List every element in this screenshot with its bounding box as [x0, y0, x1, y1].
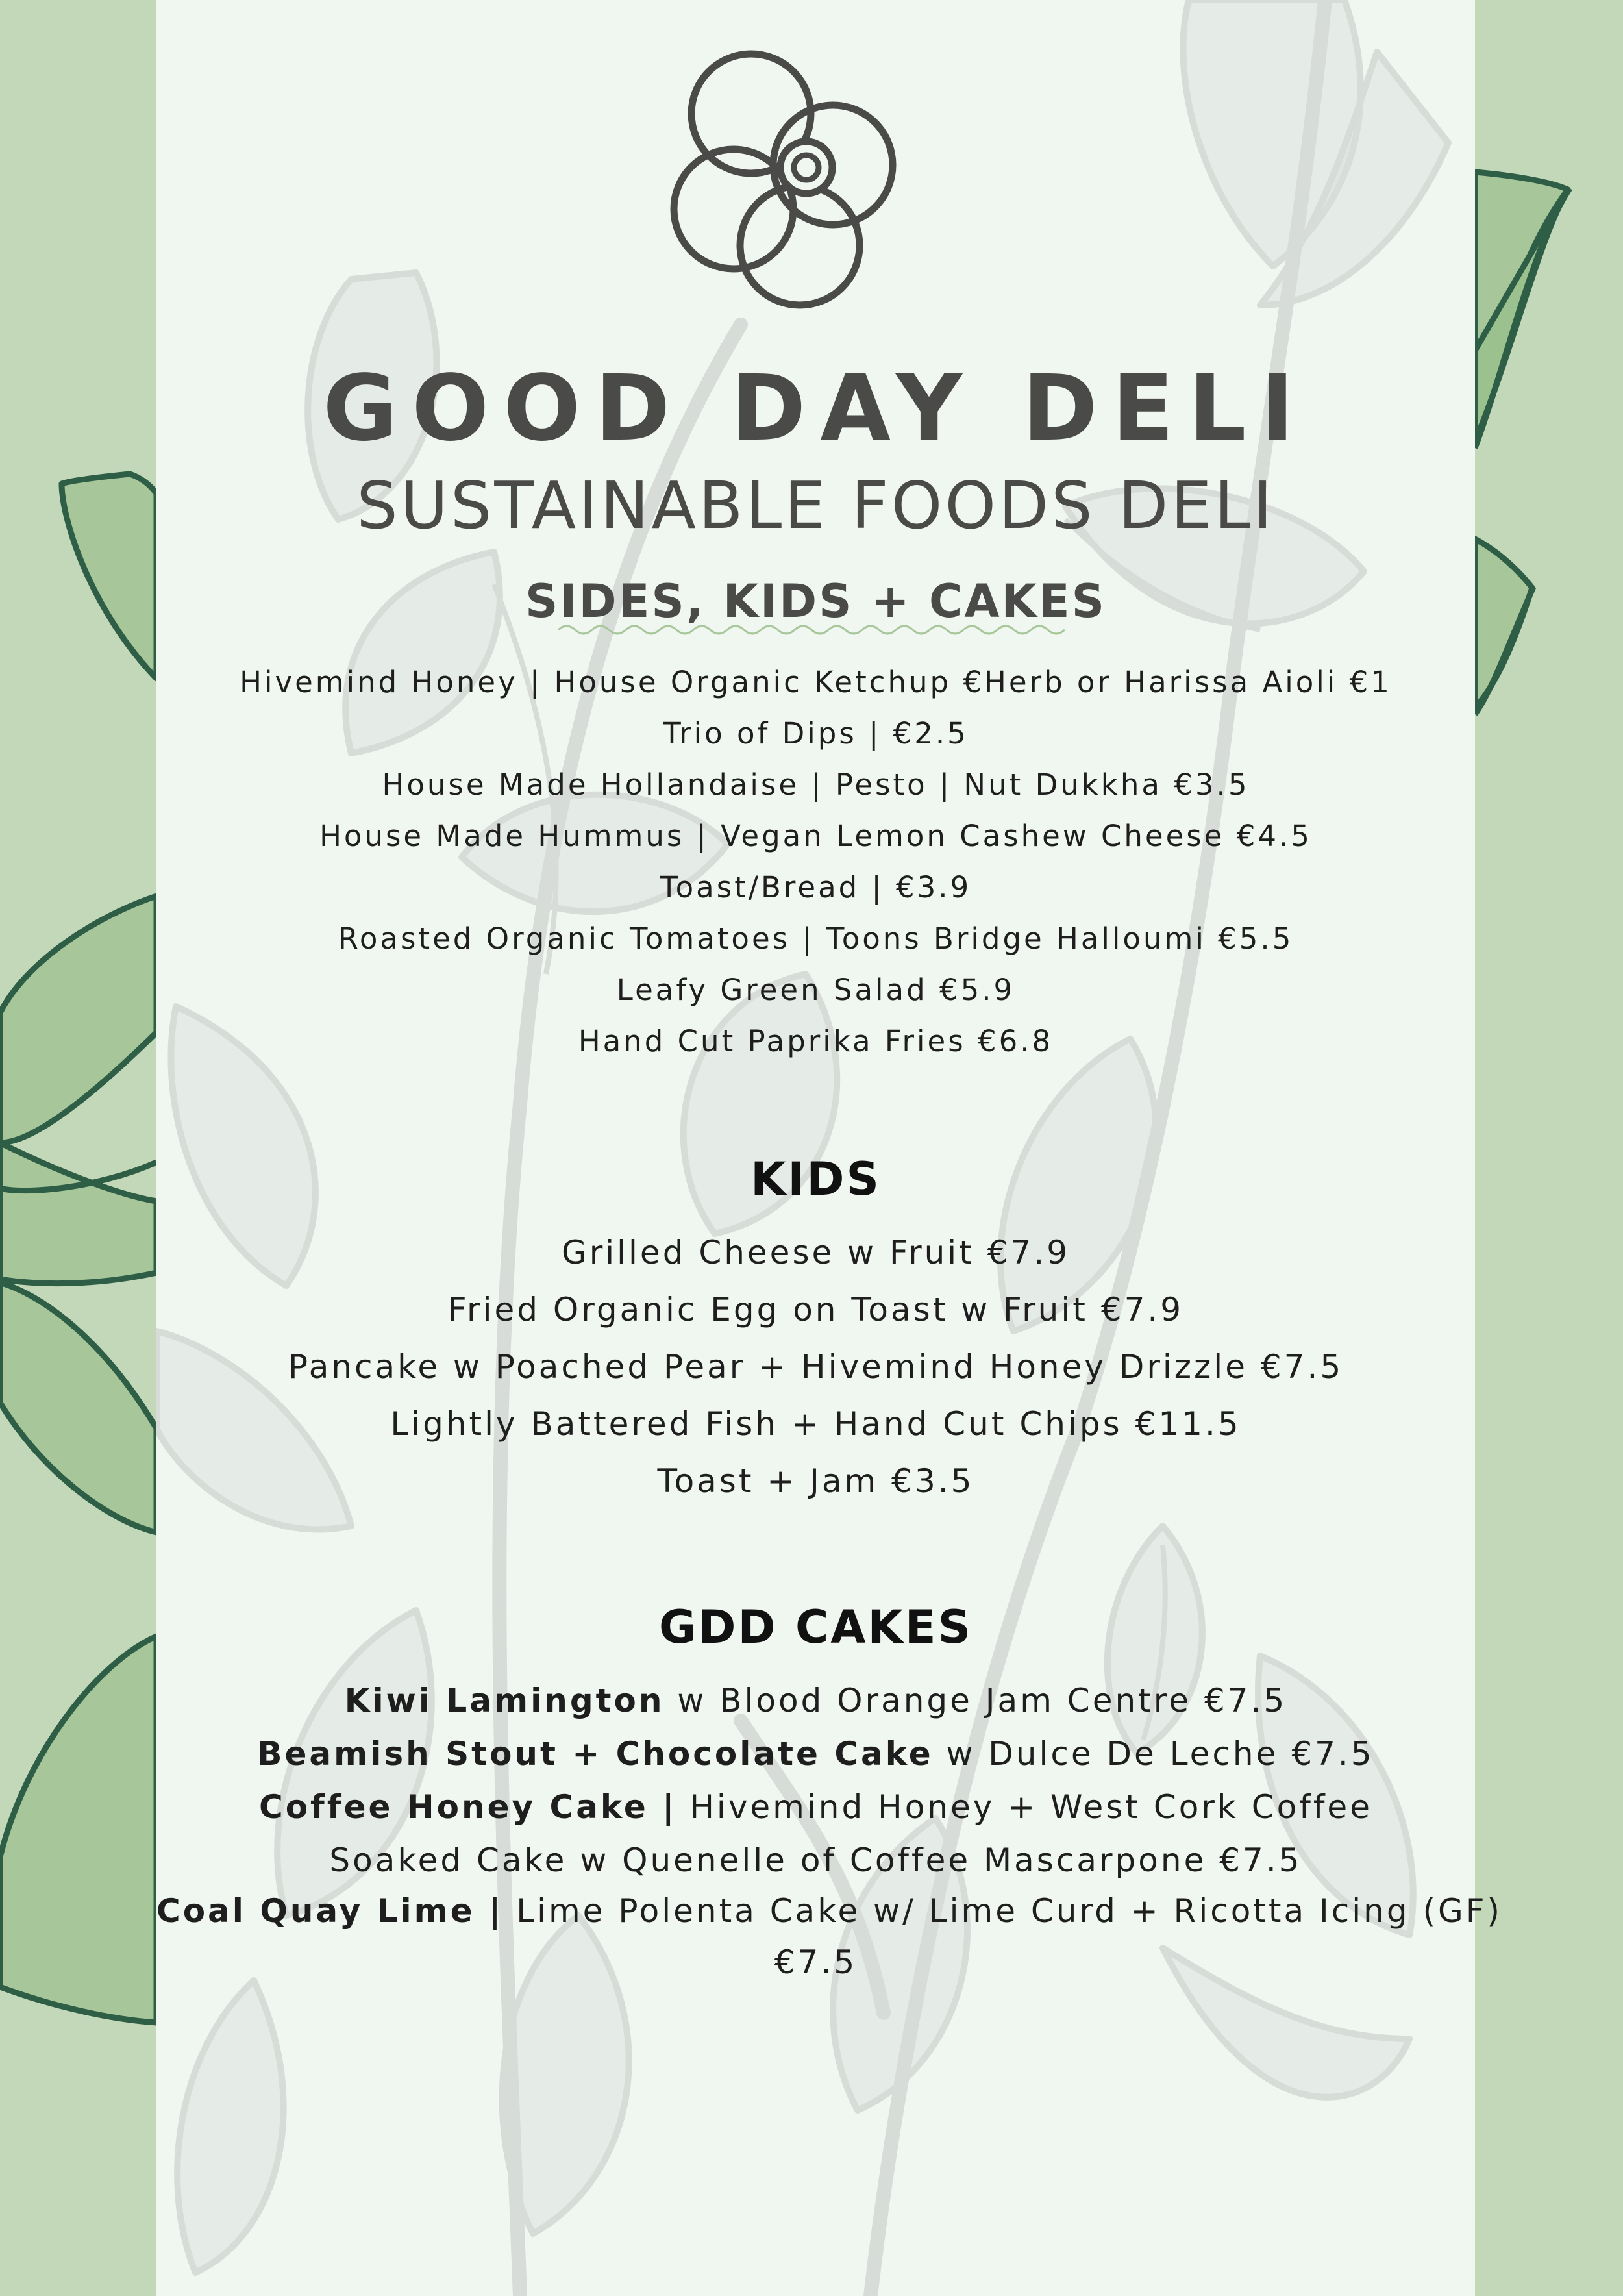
cake-description: Soaked Cake w Quenelle of Coffee Mascarpone €7.5 — [329, 1841, 1302, 1879]
list-item — [156, 1788, 1475, 1826]
list-item: Pancake w Poached Pear + Hivemind Honey Drizzle €7.5 — [288, 1348, 1344, 1386]
list-item: Trio of Dips | €2.5 — [663, 716, 969, 751]
list-item: Toast + Jam €3.5 — [657, 1462, 974, 1500]
cake-description: Hivemind Honey + West Cork Coffee — [676, 1788, 1372, 1826]
list-item: Lightly Battered Fish + Hand Cut Chips €11.5 — [390, 1405, 1241, 1443]
cake-description: Lime Polenta Cake w/ Lime Curd + Ricotta Icing (GF) — [503, 1892, 1503, 1930]
list-item — [156, 1735, 1475, 1773]
sides-title: SIDES, KIDS + CAKES — [525, 575, 1106, 628]
list-item: Roasted Organic Tomatoes | Toons Bridge Halloumi €5.5 — [338, 921, 1294, 956]
list-item: House Made Hummus | Vegan Lemon Cashew Cheese €4.5 — [319, 819, 1312, 853]
list-item: Toast/Bread | €3.9 — [660, 870, 972, 905]
cake-name: Coffee Honey Cake | — [259, 1788, 677, 1826]
list-item: Hivemind Honey | House Organic Ketchup €Herb or Harissa Aioli €1 — [240, 665, 1392, 699]
deli-tagline: SUSTAINABLE FOODS DELI — [356, 468, 1275, 543]
list-item: Fried Organic Egg on Toast w Fruit €7.9 — [447, 1291, 1184, 1329]
list-item: Grilled Cheese w Fruit €7.9 — [561, 1234, 1071, 1271]
kids-title: KIDS — [750, 1153, 881, 1206]
list-item: House Made Hollandaise | Pesto | Nut Dukkha €3.5 — [382, 767, 1250, 802]
list-item — [156, 1892, 1503, 1930]
list-item — [156, 1682, 1475, 1719]
cake-description: €7.5 — [774, 1943, 858, 1981]
deli-name: GOOD DAY DELI — [323, 356, 1309, 462]
list-item: Leafy Green Salad €5.9 — [616, 973, 1015, 1007]
cake-description: w Dulce De Leche €7.5 — [933, 1735, 1374, 1773]
list-item — [156, 1943, 1475, 1981]
cake-name: Coal Quay Lime | — [156, 1892, 504, 1930]
cake-name: Kiwi Lamington — [344, 1682, 665, 1719]
list-item: Hand Cut Paprika Fries €6.8 — [578, 1024, 1054, 1058]
cake-description: w Blood Orange Jam Centre €7.5 — [664, 1682, 1287, 1719]
list-item — [156, 1841, 1475, 1879]
cakes-title: GDD CAKES — [658, 1601, 973, 1654]
cake-name: Beamish Stout + Chocolate Cake — [257, 1735, 934, 1773]
squiggle-underline — [558, 622, 1078, 639]
